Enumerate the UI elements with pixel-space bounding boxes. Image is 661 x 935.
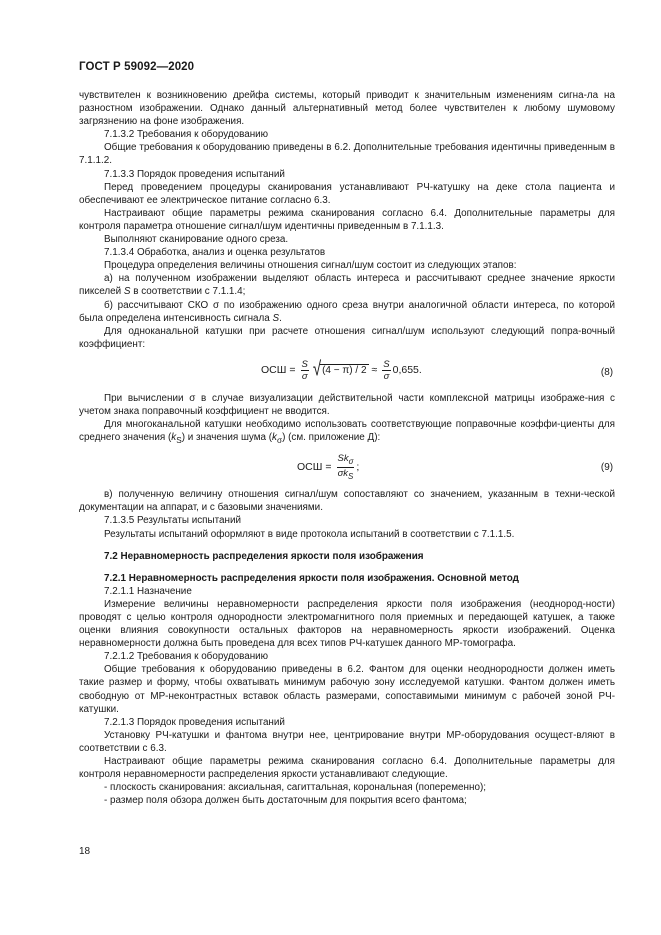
formula-equals: =	[289, 363, 296, 376]
subsection-heading: 7.1.3.4 Обработка, анализ и оценка результатов	[104, 247, 326, 259]
formula-tail: ;	[356, 461, 360, 474]
page-number: 18	[79, 846, 91, 857]
formula-8-expression	[261, 359, 422, 382]
formula-fraction	[382, 359, 390, 382]
fraction-numerator: S	[383, 358, 390, 370]
formula-8	[79, 357, 615, 387]
list-item: - плоскость сканирования: аксиальная, сагиттальная, корональная (попеременно);	[104, 782, 486, 794]
formula-number: (9)	[600, 462, 613, 474]
list-item: - размер поля обзора должен быть достаточным для покрытия всего фантома;	[104, 795, 467, 807]
formula-equals: =	[325, 461, 332, 474]
subsection-heading: 7.1.3.2 Требования к оборудованию	[104, 129, 269, 141]
fraction-denominator: $\sigma k_S$	[337, 468, 354, 481]
formula-sqrt	[312, 358, 369, 382]
document-body	[79, 89, 615, 807]
subsection-heading: 7.2.1.1 Назначение	[104, 585, 192, 597]
subsection-heading: 7.2.1.2 Требования к оборудованию	[104, 651, 269, 663]
subsection-heading: 7.1.3.3 Порядок проведения испытаний	[104, 168, 285, 180]
formula-fraction	[337, 453, 355, 482]
paragraph: Для одноканальной катушки при расчете отношения сигнал/шум используют следующий попра-вочный коэффициент:	[79, 325, 615, 350]
formula-lhs: ОСШ	[261, 363, 287, 376]
sqrt-content: (4 − π) / 2	[322, 364, 367, 376]
formula-approx: ≈	[371, 363, 378, 376]
paragraph: При вычислении σ в случае визуализации действительной части комплексной матрицы изображе-ния с учетом знака поправочный коэффициент не вводится.	[79, 392, 615, 417]
sqrt-icon: √	[312, 358, 322, 382]
paragraph: чувствителен к возникновению дрейфа системы, который приводит к значительным изменениям сигна-ла на разностном изображении. Однако данный альтернативный метод более чувствителен к любому шумовому загрязнению на фоне изображения.	[79, 90, 615, 128]
paragraph: Общие требования к оборудованию приведены в 6.2. Фантом для оценки неоднородности должен иметь такие размер и форму, чтобы охватывать минимум рабочую зону исследуемой катушки. Фантом должен иметь свободную от МР-неконтрастных вставок область размерами, сопоставимыми минимум с рабочей зоной РЧ-катушки.	[79, 664, 615, 715]
list-item: б) рассчитывают СКО σ по изображению одного среза внутри аналогичной области интереса, по которой была определена интенсивность сигнала S.	[79, 299, 615, 324]
paragraph: Настраивают общие параметры режима сканирования согласно 6.4. Дополнительные параметры для контроля неравномерности распределения яркости устанавливают следующие.	[79, 756, 615, 781]
list-item: а) на полученном изображении выделяют область интереса и рассчитывают среднее значение яркости пикселей S в соответствии с 7.1.1.4;	[79, 273, 615, 298]
fraction-denominator: σ	[383, 370, 390, 382]
paragraph: Измерение величины неравномерности распределения яркости поля изображения (неоднород-ности) проводят с целью контроля однородности электромагнитного поля приемных и передающей катушек, а также оценки влияния совокупности остальных факторов на неравномерность яркости изображений. Оценка неравномерности должна быть проведена для всех типов РЧ-катушек данного МР-томографа.	[79, 598, 615, 650]
formula-9-expression	[297, 453, 359, 482]
formula-tail: 0,655.	[392, 363, 422, 376]
paragraph: Общие требования к оборудованию приведены в 6.2. Дополнительные требования идентичны приведенным в 7.1.1.2.	[79, 142, 615, 167]
subsection-heading: 7.2.1.3 Порядок проведения испытаний	[104, 716, 285, 728]
paragraph: Настраивают общие параметры режима сканирования согласно 6.4. Дополнительные параметры для контроля параметра отношение сигнал/шум идентичны приведенным в 7.1.1.3.	[79, 207, 615, 232]
formula-number: (8)	[600, 366, 613, 378]
section-heading: 7.2.1 Неравномерность распределения яркости поля изображения. Основной метод	[104, 572, 519, 584]
paragraph: Перед проведением процедуры сканирования устанавливают РЧ-катушку на деке стола пациента и обеспечивают ее электрическое питание согласно 6.3.	[79, 181, 615, 206]
fraction-denominator: σ	[301, 370, 308, 382]
paragraph: Установку РЧ-катушки и фантома внутри нее, центрирование внутри МР-оборудования осущест-вляют в соответствии с 6.3.	[79, 729, 615, 754]
formula-lhs: ОСШ	[297, 461, 323, 474]
paragraph: Результаты испытаний оформляют в виде протокола испытаний в соответствии с 7.1.1.5.	[104, 528, 515, 540]
section-heading: 7.2 Неравномерность распределения яркости поля изображения	[104, 550, 424, 562]
fraction-numerator: S	[301, 358, 308, 370]
fraction-numerator: $Sk_\sigma$	[337, 453, 354, 467]
paragraph: Процедура определения величины отношения сигнал/шум состоит из следующих этапов:	[104, 260, 517, 272]
list-item: в) полученную величину отношения сигнал/шум сопоставляют со значением, указанным в техни-ческой документации на аппарат, и с базовыми значениями.	[79, 489, 615, 514]
paragraph: Для многоканальной катушки необходимо использовать соответствующие поправочные коэффи-циенты для среднего значения $(k_S)$ и значения шума $(k_\sigma)$ (см. приложение Д):	[79, 419, 615, 446]
paragraph: Выполняют сканирование одного среза.	[104, 234, 289, 246]
formula-fraction	[301, 359, 309, 382]
formula-9	[79, 453, 615, 483]
subsection-heading: 7.1.3.5 Результаты испытаний	[104, 515, 241, 527]
page-header: ГОСТ Р 59092—2020	[79, 61, 195, 73]
